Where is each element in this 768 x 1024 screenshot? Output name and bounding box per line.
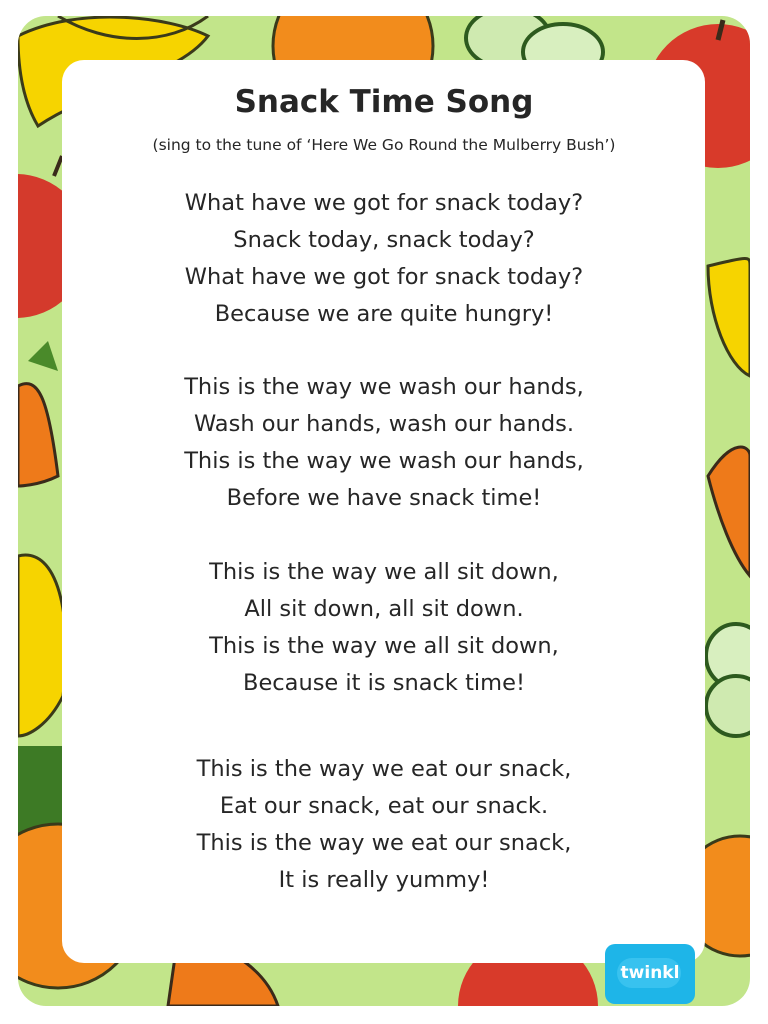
twinkl-logo (605, 944, 695, 1004)
verse-line: Wash our hands, wash our hands. (194, 411, 574, 437)
page-subtitle: (sing to the tune of ‘Here We Go Round the Mulberry Bush’) (152, 136, 616, 154)
verse-line: This is the way we all sit down, (209, 633, 559, 659)
verse-line: This is the way we wash our hands, (184, 448, 584, 474)
page-title: Snack Time Song (234, 84, 534, 120)
verse-line: What have we got for snack today? (184, 190, 584, 216)
verse-4 (0, 751, 768, 899)
verse-line: What have we got for snack today? (184, 264, 584, 290)
verse-3 (0, 554, 768, 702)
verse-line: This is the way we eat our snack, (196, 756, 572, 782)
verse-line: Eat our snack, eat our snack. (219, 793, 549, 819)
verse-2 (0, 369, 768, 517)
logo-text: twinkl (620, 963, 680, 983)
verse-line: All sit down, all sit down. (244, 596, 524, 622)
verse-line: This is the way we wash our hands, (184, 374, 584, 400)
verse-line: It is really yummy! (278, 867, 490, 893)
verse-line: Snack today, snack today? (233, 227, 535, 253)
verse-line: Before we have snack time! (226, 485, 542, 511)
verse-line: This is the way we eat our snack, (196, 830, 572, 856)
verse-line: Because it is snack time! (243, 670, 525, 696)
verse-1 (0, 185, 768, 333)
verse-line: This is the way we all sit down, (209, 559, 559, 585)
verse-line: Because we are quite hungry! (214, 301, 554, 327)
